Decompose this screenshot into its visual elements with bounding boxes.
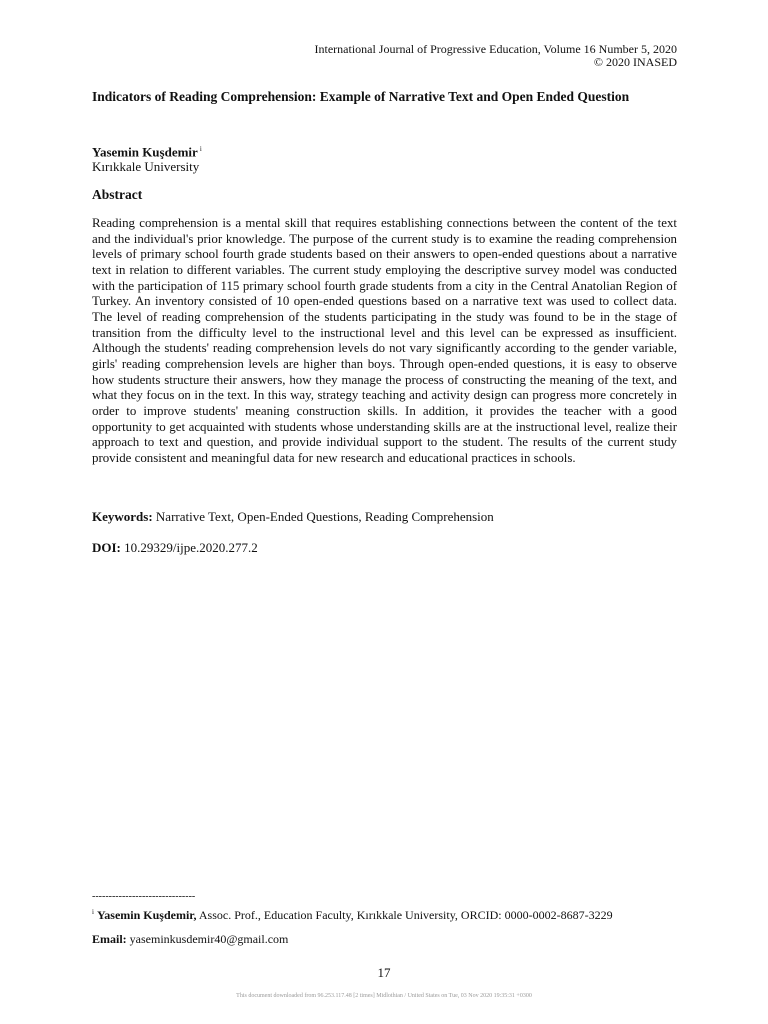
author-affiliation: Kırıkkale University [92,159,200,175]
author-name: Yasemin Kuşdemir [92,144,198,160]
email-value: yaseminkusdemir40@gmail.com [129,932,289,946]
footnote [92,905,613,922]
abstract-heading: Abstract [92,187,143,202]
page-number: 17 [377,965,391,980]
author-line [92,142,202,159]
email-label: Email: [92,932,127,946]
footnote-details: Assoc. Prof., Education Faculty, Kırıkkale University, ORCID: 0000-0002-8687-3229 [198,908,613,922]
author-footnote-marker: i [199,145,202,153]
footnote-author-name: Yasemin Kuşdemir, [96,908,197,922]
author-block [92,142,202,174]
paper-title: Indicators of Reading Comprehension: Example of Narrative Text and Open Ended Question [92,89,630,104]
keywords-label: Keywords: [92,509,153,524]
download-note: This document downloaded from 96.253.117.48 [2 times] Midlothian / United States on Tue, 03 Nov 2020 19:35:31 +0300 [236,993,532,999]
email-line [92,932,288,947]
running-header [315,43,678,69]
footnote-marker: i [92,908,94,916]
journal-line: International Journal of Progressive Education, Volume 16 Number 5, 2020 [314,42,677,56]
doi-line [92,540,258,556]
footnote-rule: ------------------------------- [92,891,196,902]
abstract-body: Reading comprehension is a mental skill that requires establishing connections between the content of the text and the individual's prior knowledge. The purpose of the current study is to examine the reading comprehension levels of primary school fourth grade students based on their answers to open-ended questions about a narrative text in relation to different variables. The current study employing the descriptive survey model was conducted with the participation of 115 primary school fourth grade students from a city in the Central Anatolian Region of Turkey. An inventory consisted of 10 open-ended questions based on a narrative text was used to collect data. The level of reading comprehension of the students participating in the study was found to be in the stage of transition from the difficulty level to the instructional level and this level can be expressed as insufficient. Although the students' reading comprehension levels do not vary significantly according to the gender variable, girls' reading comprehension levels are higher than boys. Through open-ended questions, it is easy to observe how students structure their answers, how they manage the process of constructing the meaning of the text, and what they focus on in the text. In this way, strategy teaching and activity design can progress more concretely in order to improve students' meaning construction skills. In addition, it provides the teacher with a good opportunity to get acquainted with students whose understanding skills are at the instructional level, realize their approach to text and question, and provide individual support to the student. The results of the current study provide consistent and meaningful data for new research and educational practices in schools. [92,216,677,465]
keywords-line [92,509,494,525]
keywords-value: Narrative Text, Open-Ended Questions, Reading Comprehension [155,509,494,524]
copyright-line: © 2020 INASED [593,55,677,69]
doi-label: DOI: [92,540,121,555]
doi-value: 10.29329/ijpe.2020.277.2 [124,540,258,555]
